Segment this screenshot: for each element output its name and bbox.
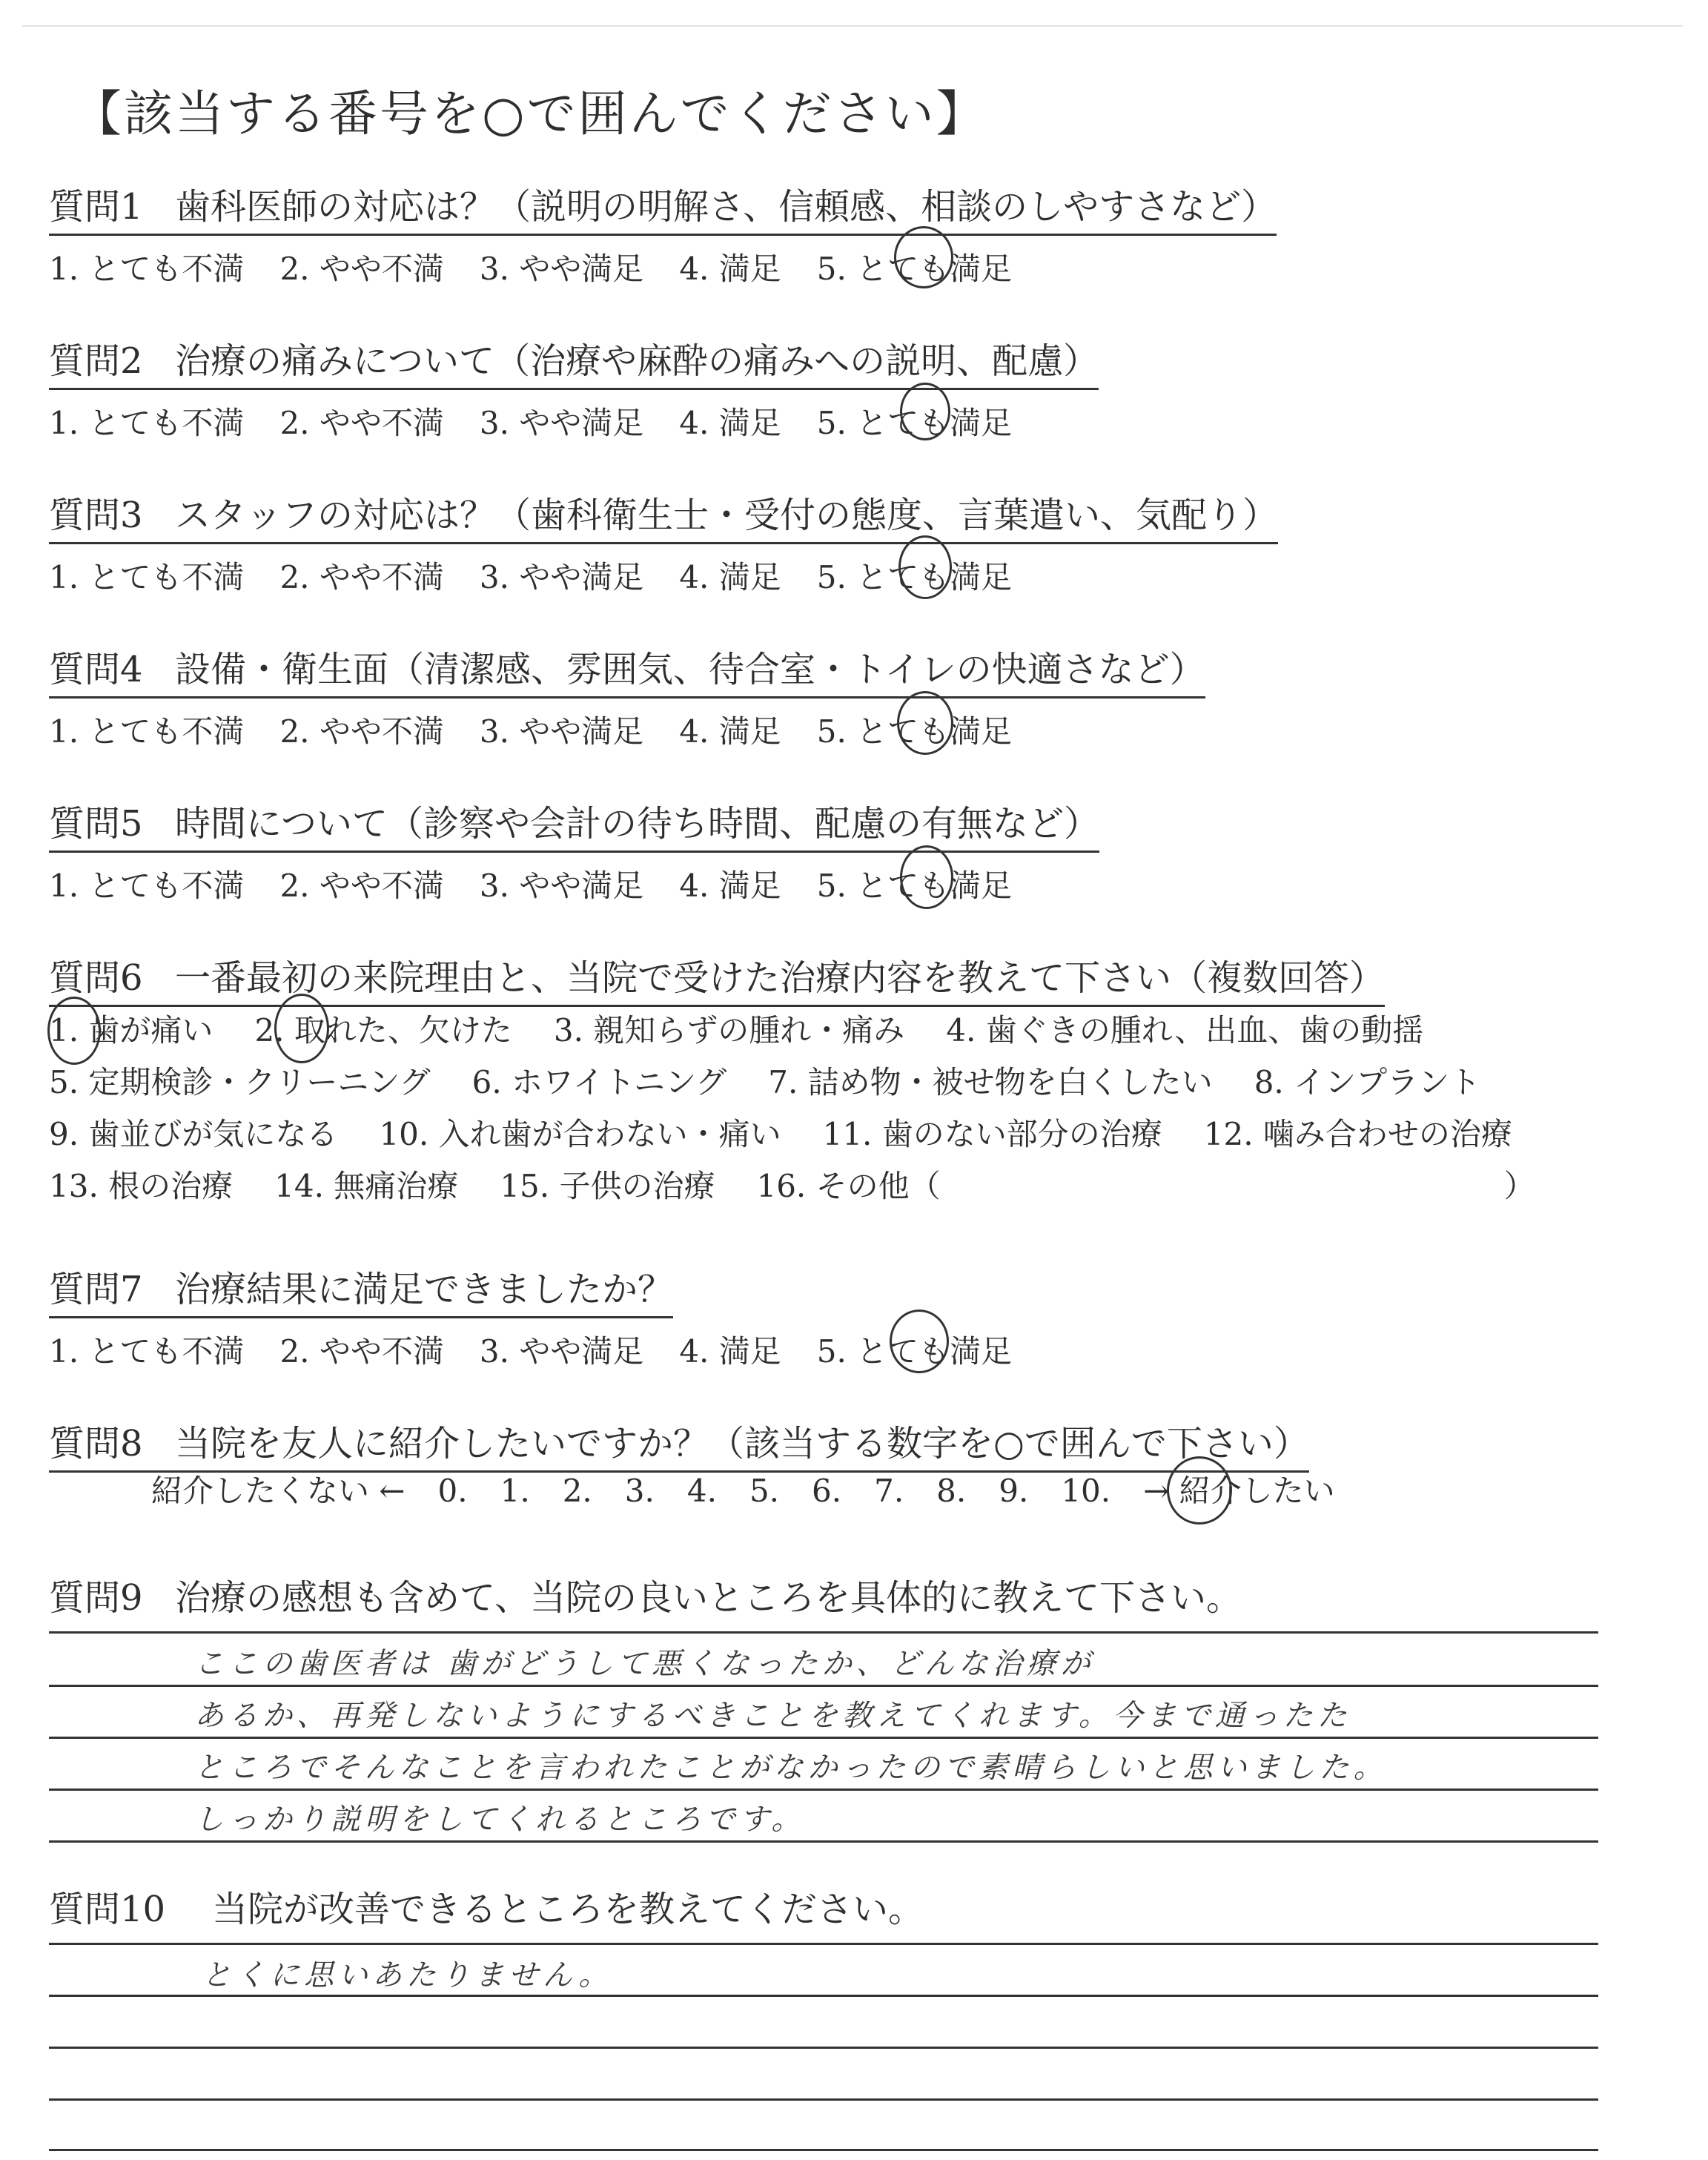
scale-2[interactable]: 2. [562,1473,592,1509]
question-6 [49,949,1385,1007]
option-1[interactable]: 1. とても不満 [49,559,245,595]
selection-circle [890,1309,949,1373]
page-title: 【該当する番号を○で囲んでください】 [73,85,987,142]
option[interactable]: 12. 噛み合わせの治療 [1203,1116,1512,1152]
answer-line [49,1840,1598,1843]
question-number: 質問10 [49,1889,166,1930]
option-5[interactable]: 5. とても満足 [816,559,1013,595]
option-3[interactable]: 3. やや満足 [479,559,644,595]
handwritten-answer-line: ところでそんなことを言われたことがなかったので素晴らしいと思いました。 [194,1751,1388,1785]
option[interactable]: 11. 歯のない部分の治療 [822,1116,1162,1152]
handwritten-answer-line: ここの歯医者は 歯がどうして悪くなったか、どんな治療が [194,1647,1095,1681]
option-5[interactable]: 5. とても満足 [816,1333,1013,1370]
question-3 [49,486,1278,598]
scale-1[interactable]: 1. [500,1473,530,1509]
top-border [22,25,1683,27]
option-1[interactable]: 1. とても不満 [49,868,245,904]
option[interactable]: 13. 根の治療 [49,1168,234,1204]
option-2[interactable]: 2. やや不満 [279,1333,444,1370]
scale-right-label: → 紹介したい [1143,1473,1335,1509]
option[interactable]: 1. 歯が痛い [49,1012,214,1048]
option[interactable]: 7. 詰め物・被せ物を白くしたい [768,1064,1213,1100]
question-4 [49,641,1205,752]
option[interactable]: 8. インプラント [1254,1064,1481,1100]
options-row [49,1160,1554,1212]
question-number: 質問4 [49,649,143,690]
answer-line [49,2047,1598,2049]
option-5[interactable]: 5. とても満足 [816,405,1013,441]
option-2[interactable]: 2. やや不満 [279,868,444,904]
options-row [49,245,1277,289]
question-number: 質問1 [49,186,143,228]
question-number: 質問2 [49,340,143,382]
option[interactable]: 9. 歯並びが気になる [49,1116,338,1152]
option[interactable]: 10. 入れ歯が合わない・痛い [379,1116,781,1152]
selection-circle [897,691,953,755]
option[interactable]: 4. 歯ぐきの腫れ、出血、歯の動揺 [946,1012,1424,1048]
selection-circle [898,535,952,599]
scale-10[interactable]: 10. [1061,1473,1111,1509]
question-number: 質問7 [49,1269,143,1310]
answer-line [49,1995,1598,1997]
question-text: 一番最初の来院理由と、当院で受けた治療内容を教えて下さい（複数回答） [175,957,1386,999]
question-text: 当院を友人に紹介したいですか？（該当する数字を○で囲んで下さい） [175,1423,1309,1464]
question-number: 質問8 [49,1423,143,1464]
answer-line [49,1789,1598,1791]
option[interactable]: 3. 親知らずの腫れ・痛み [553,1012,905,1048]
option-3[interactable]: 3. やや満足 [479,868,644,904]
answer-line [49,2098,1598,2101]
option-4[interactable]: 4. 満足 [679,251,781,287]
option-2[interactable]: 2. やや不満 [279,405,444,441]
question-number: 質問9 [49,1577,143,1619]
question-text: 治療の感想も含めて、当院の良いところを具体的に教えて下さい。 [175,1577,1242,1619]
question-number: 質問6 [49,957,143,999]
scale-6[interactable]: 6. [812,1473,842,1509]
scale-7[interactable]: 7. [874,1473,904,1509]
option-1[interactable]: 1. とても不満 [49,1333,245,1370]
option-4[interactable]: 4. 満足 [679,405,781,441]
selection-circle [274,994,329,1063]
option-1[interactable]: 1. とても不満 [49,251,245,287]
option-1[interactable]: 1. とても不満 [49,713,245,750]
option[interactable]: 15. 子供の治療 [500,1168,715,1204]
option-4[interactable]: 4. 満足 [679,559,781,595]
options-row [49,1109,1554,1160]
question-text: 当院が改善できるところを教えてください。 [212,1889,924,1930]
question-text: 設備・衛生面（清潔感、雰囲気、待合室・トイレの快適さなど） [175,649,1205,690]
question-8 [49,1415,1309,1473]
answer-line [49,1685,1598,1687]
option-3[interactable]: 3. やや満足 [479,405,644,441]
option[interactable]: 2. 取れた、欠けた [254,1012,512,1048]
option-4[interactable]: 4. 満足 [679,868,781,904]
handwritten-answer-line: あるか、再発しないようにするべきことを教えてくれます。今まで通ったた [194,1699,1351,1733]
question-number: 質問5 [49,803,143,845]
answer-line [49,2149,1598,2151]
options-row [49,1057,1554,1109]
selection-circle [47,997,101,1065]
option-4[interactable]: 4. 満足 [679,1333,781,1370]
selection-circle [894,226,953,288]
option-1[interactable]: 1. とても不満 [49,405,245,441]
option-other[interactable]: 16. その他（ [756,1168,941,1204]
answer-line [49,1737,1598,1739]
option-5[interactable]: 5. とても満足 [816,868,1013,904]
selection-circle [900,845,953,909]
option-4[interactable]: 4. 満足 [679,713,781,750]
answer-line [49,1943,1598,1945]
scale-left-label: 紹介したくない ← [151,1473,406,1509]
question-text: 治療結果に満足できましたか？ [175,1269,674,1310]
option[interactable]: 6. ホワイトニング [471,1064,727,1100]
question-text: スタッフの対応は？（歯科衛生士・受付の態度、言葉遣い、気配り） [175,495,1279,536]
selection-circle [900,383,950,440]
scale-0[interactable]: 0. [437,1473,468,1509]
option-3[interactable]: 3. やや満足 [479,1333,644,1370]
question-1 [49,178,1277,289]
option-3[interactable]: 3. やや満足 [479,251,644,287]
option-5[interactable]: 5. とても満足 [816,251,1013,287]
option-5[interactable]: 5. とても満足 [816,713,1013,750]
question-9 [49,1569,1242,1625]
question-10 [49,1880,924,1936]
handwritten-answer-line: とくに思いあたりません。 [202,1958,613,1992]
answer-line [49,1631,1598,1634]
handwritten-answer-line: しっかり説明をしてくれるところです。 [194,1803,806,1837]
question-text: 歯科医師の対応は？（説明の明解さ、信頼感、相談のしやすさなど） [175,186,1277,228]
question-text: 時間について（診察や会計の待ち時間、配慮の有無など） [175,803,1100,845]
question-text: 治療の痛みについて（治療や麻酔の痛みへの説明、配慮） [175,340,1099,382]
scale-5[interactable]: 5. [749,1473,780,1509]
options-row [49,707,1205,752]
other-close-paren: ） [1503,1168,1535,1204]
option[interactable]: 5. 定期検診・クリーニング [49,1064,431,1100]
option-2[interactable]: 2. やや不満 [279,559,444,595]
option-2[interactable]: 2. やや不満 [279,713,444,750]
scale-9[interactable]: 9. [999,1473,1029,1509]
options-row [49,553,1278,598]
option[interactable]: 14. 無痛治療 [274,1168,459,1204]
scale-8[interactable]: 8. [936,1473,967,1509]
selection-circle [1167,1456,1232,1525]
option-3[interactable]: 3. やや満足 [479,713,644,750]
question-number: 質問3 [49,495,143,536]
scale-4[interactable]: 4. [686,1473,717,1509]
option-2[interactable]: 2. やや不満 [279,251,444,287]
scale-3[interactable]: 3. [624,1473,655,1509]
